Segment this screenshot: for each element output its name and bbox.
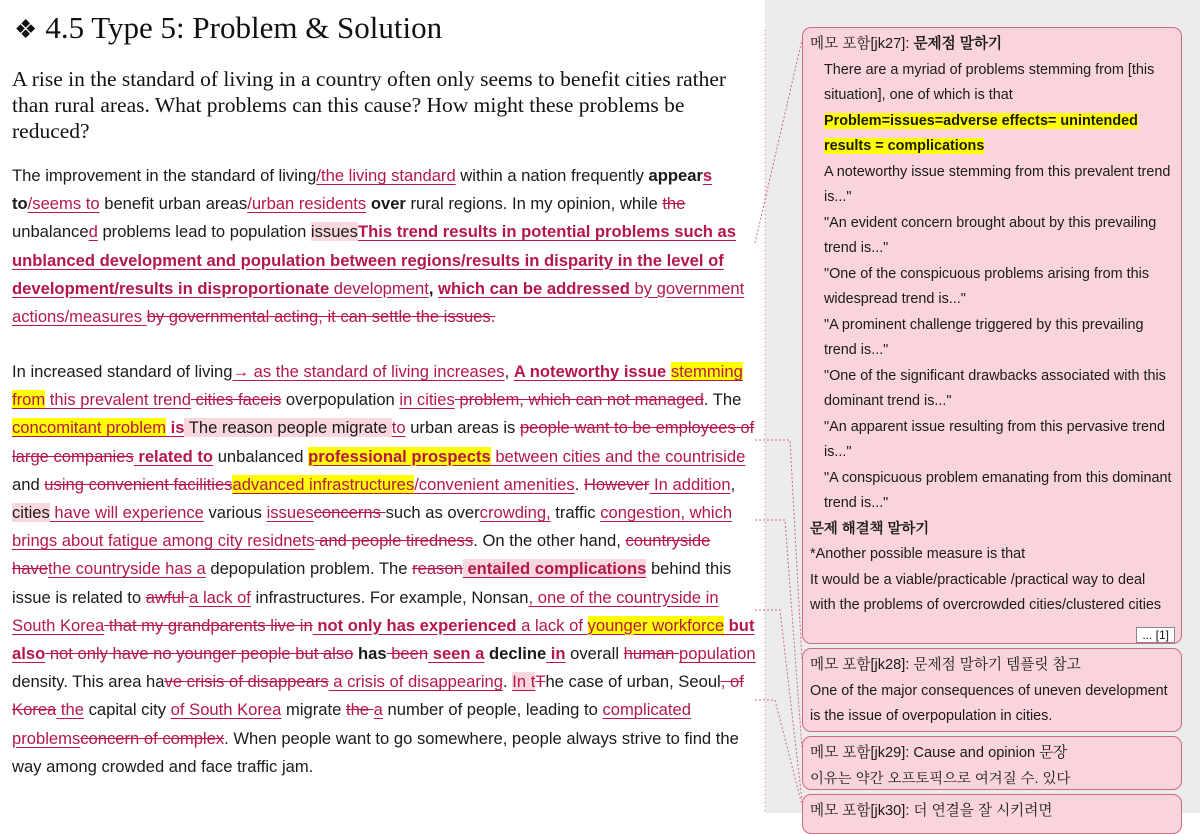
text-run: various [203,503,267,523]
tracked-insertion[interactable]: /the living standard [316,166,456,185]
comment-example: "An evident concern brought about by this prevailing trend is..." [824,214,1157,256]
tracked-insertion[interactable]: the [56,700,84,720]
comment-more-button[interactable]: ... [1] [1136,627,1175,643]
tracked-insertion[interactable]: is [166,418,185,438]
tracked-insertion[interactable]: A noteworthy issue [513,362,671,381]
comment-header: 메모 포함[jk30]: 더 연결을 잘 시키려면 [810,803,1053,819]
text-run: . [574,474,584,494]
tracked-deletion[interactable]: not only have no younger people but also [45,644,354,664]
text-run: problems lead to population [97,222,311,242]
tracked-insertion[interactable]: in [546,644,566,664]
paragraph-2[interactable] [12,358,757,781]
highlighted-insertion[interactable]: younger workforce [587,615,725,635]
highlighted-insertion[interactable]: concomitant problem [12,418,167,438]
comment-body: 이유는 약간 오프토픽으로 여겨질 수. 있다 [810,770,1071,787]
tracked-insertion[interactable]: /urban residents [247,194,367,214]
comment-jk27[interactable] [802,27,1182,644]
tracked-deletion[interactable]: by governmental acting, it can settle the issues. [146,307,496,327]
commented-text[interactable]: The reason people migrate [184,418,392,438]
tracked-deletion[interactable]: problem, which can not managed [454,390,704,410]
tracked-insertion[interactable]: a crisis of disappearing [328,672,504,692]
tracked-insertion[interactable]: This trend results in potential problems such as unblanced development and population between regions/results in disparity in the level of development/results in [12,222,737,298]
comment-jk28[interactable] [802,648,1182,732]
tracked-insertion[interactable]: lack of [198,587,251,607]
tracked-insertion[interactable]: population [679,644,756,664]
tracked-insertion[interactable]: , one of the countryside in South Korea [12,587,719,635]
tracked-deletion[interactable]: cities faceis [190,390,282,410]
text-run: decline [484,644,547,664]
tracked-insertion[interactable]: in cities [399,390,455,410]
text-run: unbalanced [213,446,309,466]
text-run: within a nation frequently [455,166,649,185]
comment-example: "A prominent challenge triggered by this prevailing trend is..." [824,316,1144,358]
tracked-insertion[interactable]: a lack of [516,615,588,635]
comment-example: "A conspicuous problem emanating from this dominant trend is..." [824,469,1172,511]
text-run: he case of urban, Seoul [545,672,721,692]
highlighted-insertion[interactable]: stemming from [12,362,743,410]
text-run: to [12,194,28,214]
tracked-insertion[interactable]: issues [266,503,314,523]
highlighted-insertion[interactable]: advanced infrastructures [232,474,415,494]
tracked-insertion[interactable]: disproportionate [197,278,330,298]
tracked-deletion[interactable]: people want to be employees of large companies [12,418,755,466]
commented-insertion[interactable]: In t [512,672,536,692]
text-run: . The [703,390,742,410]
text-run: density. This area ha [12,672,165,692]
tracked-insertion[interactable]: between cities and the countriside [490,446,746,466]
tracked-deletion[interactable]: human [623,644,680,664]
tracked-insertion[interactable]: In addition [649,474,731,494]
text-run: . On the other hand, [473,531,626,551]
text-run: , [504,362,514,381]
tracked-insertion[interactable]: which can be addressed [438,278,630,298]
comment-line: There are a myriad of problems stemming from [this situation], one of which is that [824,61,1155,103]
tracked-deletion[interactable]: reason [412,559,463,579]
tracked-insertion[interactable]: have will experience [49,503,204,523]
text-run: , [730,474,736,494]
tracked-insertion[interactable]: congestion, which brings about fatigue among city residnets [12,503,733,551]
comment-jk30[interactable] [802,794,1182,834]
text-run: unbalance [12,222,89,242]
tracked-deletion[interactable]: However [583,474,650,494]
tracked-insertion[interactable]: by government actions/measures [12,278,745,327]
text-run: number of people, leading to [382,700,603,720]
comment-example: A noteworthy issue stemming from this prevalent trend is..." [824,163,1171,205]
tracked-insertion[interactable]: a [189,587,199,607]
tracked-insertion[interactable]: d [88,222,98,242]
tracked-deletion[interactable]: and people tiredness [314,531,474,551]
tracked-deletion[interactable]: been [386,644,429,664]
tracked-deletion[interactable]: awful [145,587,190,607]
comment-header-bold: 문제점 말하기 [913,36,1003,52]
tracked-insertion[interactable]: crowding, [479,503,551,523]
text-run: . When people want to go somewhere, people always strive to find the way among crowded and face traffic jam. [12,728,739,776]
tracked-insertion[interactable]: seen a [428,644,485,664]
paragraph-1[interactable] [12,162,757,331]
comment-example: "An apparent issue resulting from this pervasive trend is..." [824,418,1166,460]
tracked-insertion[interactable]: → as the standard of living increases [232,362,505,381]
commented-text[interactable]: cities [12,503,50,523]
tracked-deletion[interactable]: the [345,700,374,720]
text-run: benefit urban areas [99,194,248,214]
comment-header: 메모 포함[jk29]: Cause and opinion 문장 [810,745,1068,761]
tracked-insertion[interactable]: of South Korea [170,700,282,720]
comment-body: One of the major consequences of uneven development is the issue of overpopulation in cities. [810,682,1168,724]
tracked-insertion[interactable]: problems [12,728,81,748]
text-run: has [353,644,387,664]
tracked-deletion[interactable]: the [662,194,686,214]
comment-example: "One of the significant drawbacks associated with this dominant trend is..." [824,367,1166,409]
text-run: over [370,194,406,214]
text-run: rural regions. In my opinion, while [405,194,663,214]
tracked-insertion[interactable]: complicated [602,700,691,720]
text-run: overall [565,644,624,664]
text-run: infrastructures. For example, Nonsan [250,587,529,607]
comment-subheading: 문제 해결책 말하기 [810,520,930,537]
tracked-insertion[interactable]: /convenient amenities [414,474,575,494]
tracked-deletion[interactable]: ve crisis of disappears [164,672,329,692]
text-run: The improvement in the standard of living [12,166,317,185]
tracked-deletion[interactable]: that my grandparents live in [104,615,313,635]
tracked-deletion[interactable]: , [720,672,726,692]
tracked-deletion[interactable]: T [535,672,546,692]
highlighted-insertion[interactable]: professional prospects [308,446,491,466]
comment-example: "One of the conspicuous problems arising from this widespread trend is..." [824,265,1150,307]
text-run: capital city [83,700,171,720]
comment-jk29[interactable] [802,736,1182,790]
text-run: appear [648,166,703,185]
section-heading [14,10,442,46]
text-run: and [12,474,45,494]
section-heading-text: 4.5 Type 5: Problem & Solution [45,10,443,45]
comment-line: It would be a viable/practicable /practical way to deal with the problems of overcrowded cities/clustered cities [810,571,1162,613]
tracked-insertion[interactable]: a [373,700,383,720]
tracked-insertion[interactable]: not only has experienced [312,615,517,635]
text-run: urban areas is [405,418,520,438]
tracked-insertion[interactable]: to [391,418,406,438]
text-run: . [503,672,513,692]
commented-insertion[interactable]: entailed complications [462,559,647,579]
tracked-insertion[interactable]: but also [12,615,755,664]
text-run: traffic [550,503,601,523]
tracked-insertion[interactable]: related to [133,446,214,466]
tracked-deletion[interactable]: countryside have [12,531,711,579]
tracked-deletion[interactable]: using convenient facilities [44,474,233,494]
diamond-bullet-icon: ❖ [14,15,38,44]
text-run: behind this issue is related to [12,559,732,607]
text-run: such as over [385,503,480,523]
comment-highlight: Problem=issues=adverse effects= unintended results = complications [824,112,1138,154]
tracked-insertion[interactable]: this prevalent trend [45,390,191,410]
tracked-deletion[interactable]: concerns [313,503,386,523]
text-run: overpopulation [281,390,400,410]
tracked-insertion[interactable]: development [329,278,429,298]
tracked-deletion[interactable]: concern of complex [80,728,225,748]
text-run: , [428,278,439,298]
comment-header: 메모 포함[jk27]: [810,36,914,52]
commented-text[interactable]: issues [310,222,358,242]
essay-question: A rise in the standard of living in a country often only seems to benefit cities rather than rural areas. What problems can this cause? How might these problems be reduced? [12,67,727,143]
tracked-insertion[interactable]: /seems to [27,194,100,214]
comment-line: *Another possible measure is that [810,546,1026,562]
tracked-insertion[interactable]: s [702,166,713,185]
text-run: In increased standard of living [12,362,233,381]
text-run: migrate [281,700,346,720]
tracked-deletion[interactable]: of Korea [12,672,744,720]
comment-header: 메모 포함[jk28]: 문제점 말하기 템플릿 참고 [810,657,1081,673]
tracked-insertion[interactable]: the countryside has a [47,559,206,579]
text-run: depopulation problem. The [205,559,413,579]
